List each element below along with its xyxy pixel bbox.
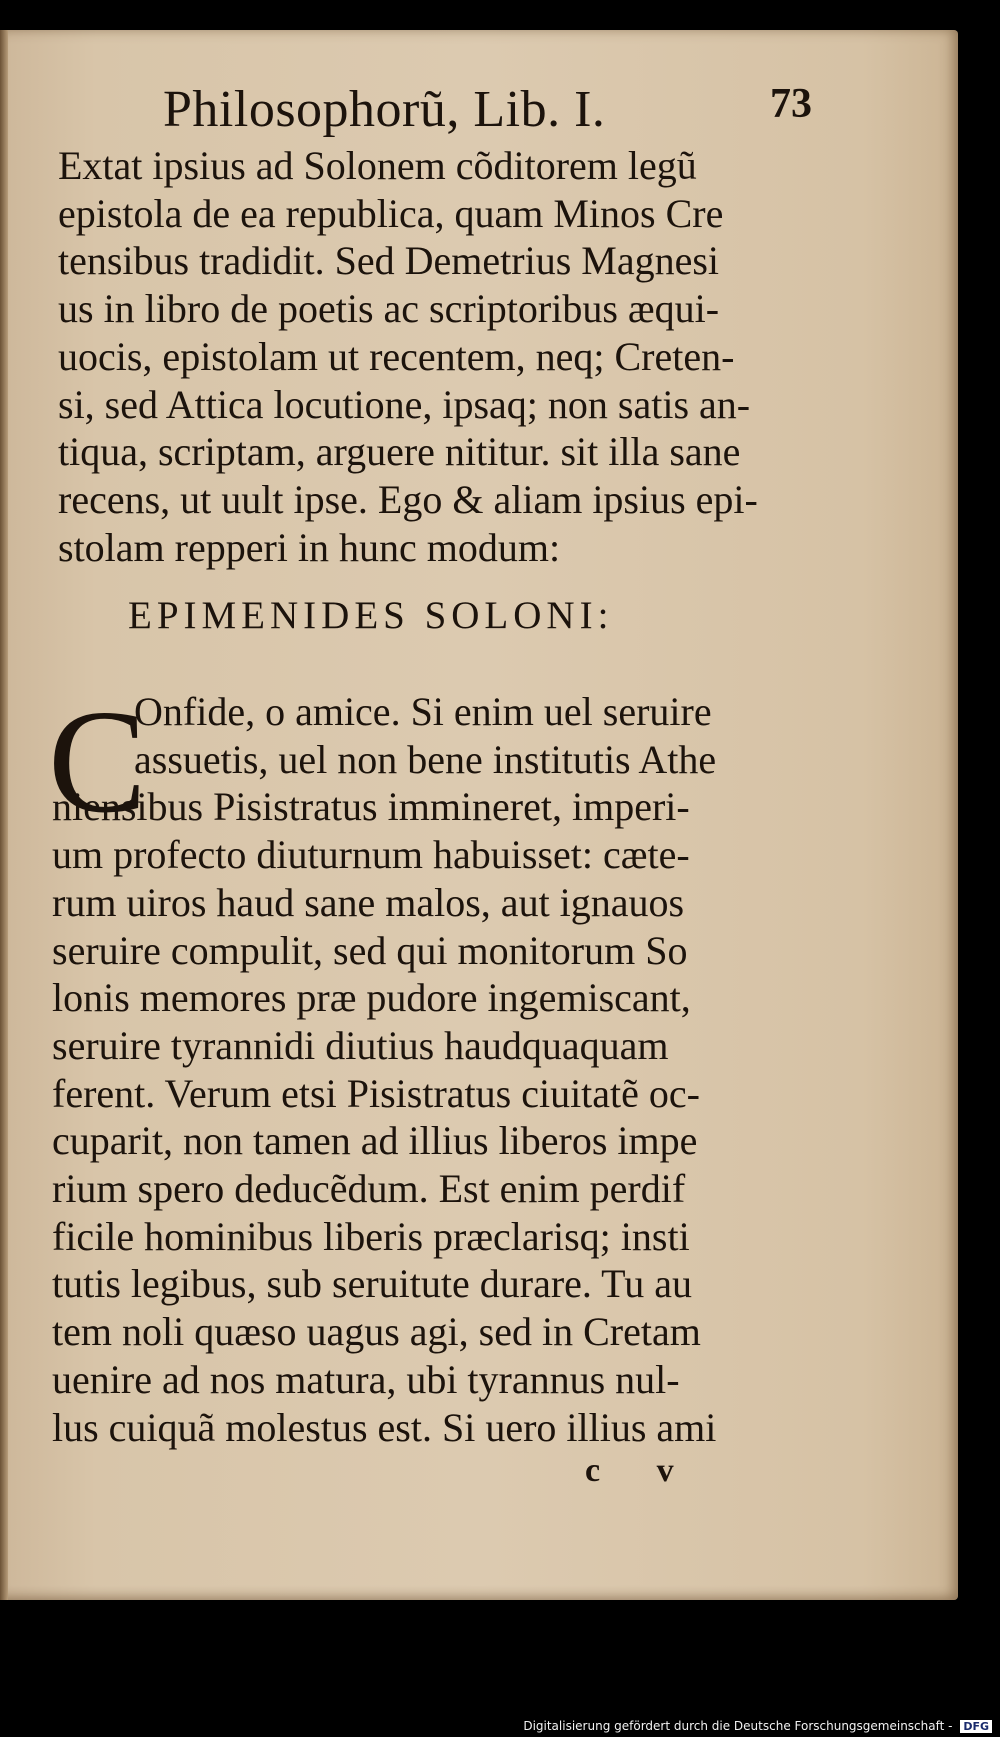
digitization-footer bbox=[523, 1719, 992, 1733]
text-line: Extat ipsius ad Solonem cõditorem legũ bbox=[58, 143, 697, 188]
text-line: rium spero deducẽdum. Est enim perdif bbox=[52, 1166, 686, 1212]
text-line: epistola de ea republica, quam Minos Cre bbox=[58, 190, 724, 236]
catchword-signature: c v bbox=[585, 1452, 698, 1489]
text-line: tem noli quæso uagus agi, sed in Cretam bbox=[52, 1309, 701, 1355]
text-line: ficile hominibus liberis præclarisq; insti bbox=[52, 1213, 690, 1259]
text-line: ferent. Verum etsi Pisistratus ciuitatẽ oc- bbox=[52, 1070, 700, 1116]
text-line: um profecto diuturnum habuisset: cæte- bbox=[52, 832, 690, 878]
footer-text: Digitalisierung gefördert durch die Deutsche Forschungsgemeinschaft - bbox=[523, 1719, 953, 1733]
text-line: us in libro de poetis ac scriptoribus æqui- bbox=[58, 286, 720, 332]
paragraph-1 bbox=[58, 142, 788, 571]
text-line: niensibus Pisistratus immineret, imperi- bbox=[52, 784, 690, 830]
text-line: lus cuiquã molestus est. Si uero illius ami bbox=[52, 1404, 717, 1450]
text-line: assuetis, uel non bene institutis Athe bbox=[134, 736, 717, 782]
text-line: rum uiros haud sane malos, aut ignauos bbox=[52, 879, 685, 925]
text-line: tutis legibus, sub seruitute durare. Tu au bbox=[52, 1261, 692, 1307]
text-line: seruire compulit, sed qui monitorum So bbox=[52, 927, 688, 973]
page-gutter-edge bbox=[0, 30, 8, 1600]
folio-number: 73 bbox=[770, 81, 812, 127]
drop-cap-initial: C bbox=[48, 680, 147, 844]
paragraph-2 bbox=[52, 688, 792, 1451]
text-line: tiqua, scriptam, arguere nititur. sit illa sane bbox=[58, 429, 741, 475]
text-line: si, sed Attica locutione, ipsaq; non satis an- bbox=[58, 381, 751, 427]
dfg-logo: DFG bbox=[960, 1720, 992, 1733]
text-line: lonis memores præ pudore ingemiscant, bbox=[52, 975, 691, 1021]
letter-heading: EPIMENIDES SOLONI: bbox=[128, 594, 614, 637]
text-line: stolam repperi in hunc modum: bbox=[58, 524, 561, 570]
text-line: tensibus tradidit. Sed Demetrius Magnesi bbox=[58, 238, 720, 284]
text-line: seruire tyrannidi diutius haudquaquam bbox=[52, 1022, 669, 1068]
running-head-title: Philosophorũ, Lib. I. bbox=[163, 81, 606, 138]
text-line: uenire ad nos matura, ubi tyrannus nul- bbox=[52, 1356, 680, 1402]
text-line: cuparit, non tamen ad illius liberos impe bbox=[52, 1118, 698, 1164]
text-line: uocis, epistolam ut recentem, neq; Creten- bbox=[58, 333, 735, 379]
text-line: recens, ut uult ipse. Ego & aliam ipsius epi- bbox=[58, 476, 758, 522]
text-line: Onfide, o amice. Si enim uel seruire bbox=[134, 689, 712, 734]
